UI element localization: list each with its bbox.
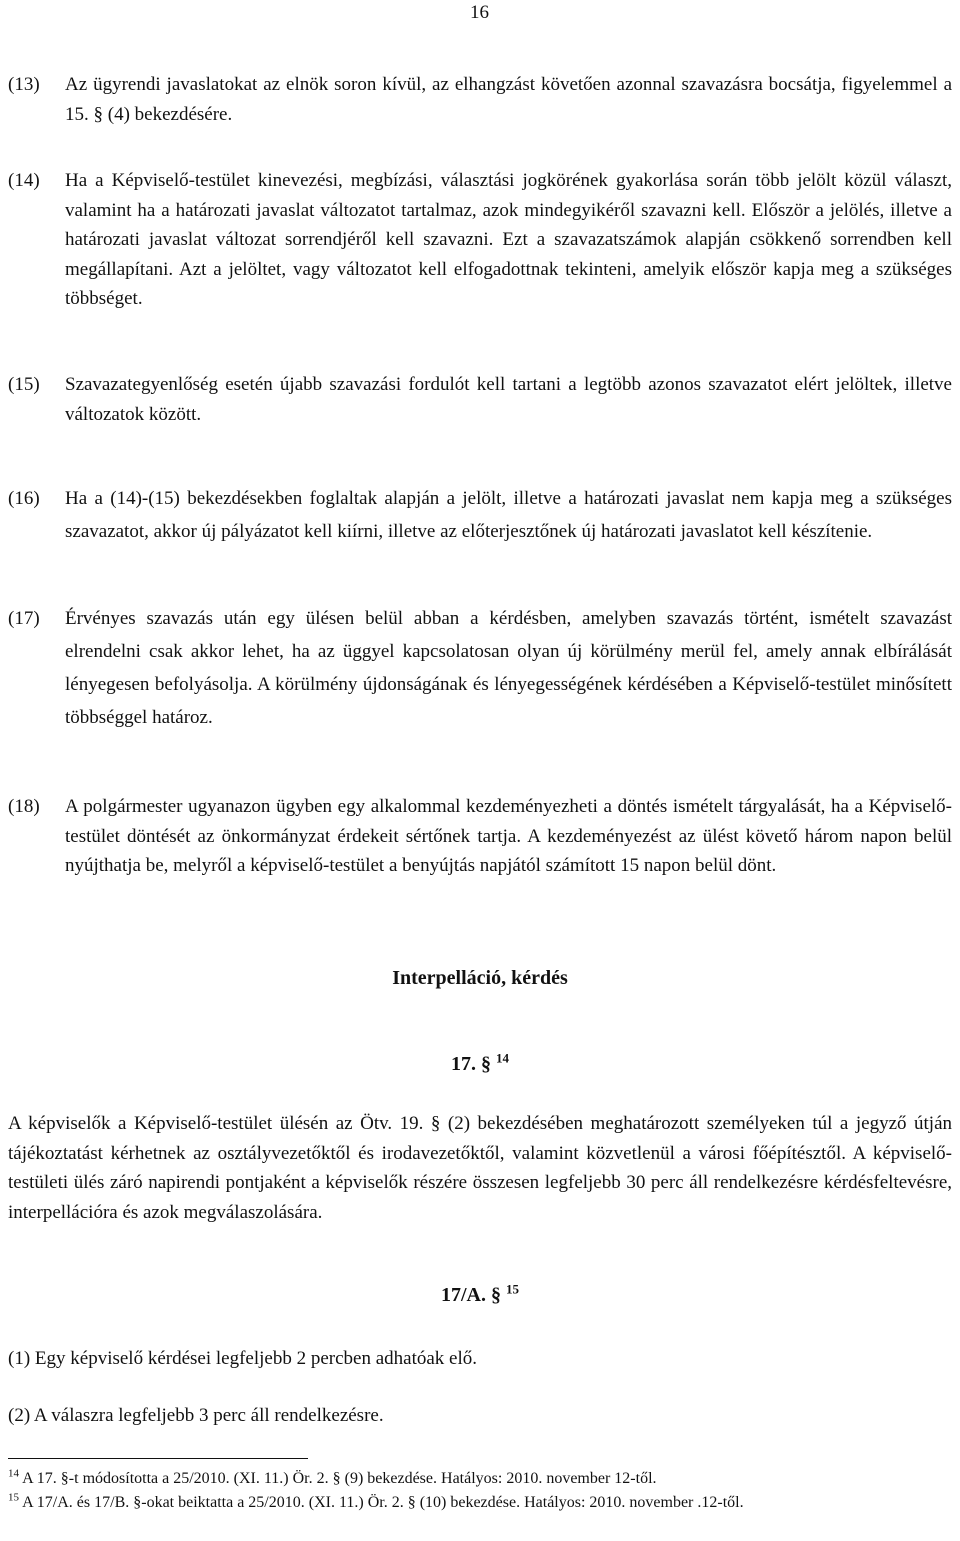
page-number: 16 — [470, 2, 489, 23]
item-number: (1) — [8, 1348, 31, 1369]
section-17a-item-1 — [8, 1344, 952, 1374]
footnote-ref-15: 15 — [506, 1281, 519, 1297]
section-title: Interpelláció, kérdés — [392, 967, 568, 989]
paragraph-15 — [8, 370, 952, 429]
section-17a-heading — [0, 1281, 960, 1307]
footnote-number: 15 — [8, 1491, 19, 1504]
paragraph-text: Az ügyrendi javaslatokat az elnök soron kívül, az elhangzást követően azonnal szavazásra bocsátja, figyelemmel a 15. § (4) bekezdésére. — [65, 74, 952, 125]
footnote-text: A 17. §-t módosította a 25/2010. (XI. 11.) Ör. 2. § (9) bekezdése. Hatályos: 2010. november 12-től. — [22, 1470, 657, 1487]
paragraph-17 — [8, 602, 952, 734]
section-17a-label: 17/A. § — [441, 1284, 501, 1306]
section-17-label: 17. § — [451, 1053, 491, 1075]
item-text: A válaszra legfeljebb 3 perc áll rendelkezésre. — [33, 1405, 384, 1426]
footnote-text: A 17/A. és 17/B. §-okat beiktatta a 25/2010. (XI. 11.) Ör. 2. § (10) bekezdése. Hatályos: 2010. november .12-től. — [22, 1494, 744, 1511]
item-number: (2) — [8, 1405, 31, 1426]
paragraph-16 — [8, 482, 952, 548]
paragraph-number: (15) — [8, 374, 40, 395]
footnote-14 — [8, 1468, 952, 1490]
paragraph-number: (14) — [8, 170, 40, 191]
paragraph-14 — [8, 166, 952, 314]
paragraph-number: (17) — [8, 608, 40, 629]
paragraph-text: Ha a Képviselő-testület kinevezési, megbízási, választási jogkörének gyakorlása során több jelölt közül választ, valamint ha a határozati javaslat változatot tartalmaz, azok mindegyikéről szavazni kell. Először a jelölés, illetve a határozati javaslat változat sorrendjéről kell szavazni. Ezt a szavazatszámok alapján csökkenő sorrendben kell megállapítani. Azt a jelöltet, vagy változatot kell elfogadottnak tekinteni, amelyik először kapja meg a szükséges többséget. — [65, 170, 952, 309]
paragraph-number: (18) — [8, 796, 40, 817]
paragraph-number: (13) — [8, 74, 40, 95]
footnote-number: 14 — [8, 1467, 19, 1480]
footnote-ref-14: 14 — [496, 1050, 509, 1066]
footnote-rule — [8, 1458, 308, 1459]
item-text: Egy képviselő kérdései legfeljebb 2 percben adhatóak elő. — [34, 1348, 478, 1369]
paragraph-number: (16) — [8, 488, 40, 509]
section-17-heading — [0, 1050, 960, 1076]
section-17-text: A képviselők a Képviselő-testület ülésén az Ötv. 19. § (2) bekezdésében meghatározott személyeken túl a jegyző útján tájékoztatást kérhetnek az osztályvezetőktől és irodavezetőktől, valamint közvetlenül a városi főépítésztől. A képviselő-testületi ülés záró napirendi pontjaként a képviselők részére összesen legfeljebb 30 perc áll rendelkezésre kérdésfeltevésre, interpellációra és azok megválaszolására. — [8, 1113, 952, 1223]
footnote-15 — [8, 1492, 952, 1514]
paragraph-text: A polgármester ugyanazon ügyben egy alkalommal kezdeményezheti a döntés ismételt tárgyalását, ha a Képviselő-testület döntését az önkormányzat érdekeit sértőnek tartja. A kezdeményezést az ülést követő három napon belül nyújthatja be, melyről a képviselő-testület a benyújtás napjától számított 15 napon belül dönt. — [65, 796, 952, 876]
paragraph-13 — [8, 70, 952, 129]
paragraph-text: Szavazategyenlőség esetén újabb szavazási fordulót kell tartani a legtöbb azonos szavazatot elért jelöltek, illetve változatok között. — [65, 374, 952, 425]
paragraph-text: Ha a (14)-(15) bekezdésekben foglaltak alapján a jelölt, illetve a határozati javaslat nem kapja meg a szükséges szavazatot, akkor új pályázatot kell kiírni, illetve az előterjesztőnek új határozati javaslatot kell készítenie. — [65, 488, 952, 542]
section-17a-item-2 — [8, 1401, 952, 1431]
paragraph-text: Érvényes szavazás után egy ülésen belül abban a kérdésben, amelyben szavazás történt, ismételt szavazást elrendelni csak akkor lehet, ha az üggyel kapcsolatosan olyan új körülmény merül fel, amely annak elbírálását lényegesen befolyásolja. A körülmény újdonságának és lényegességének kérdésében a Képviselő-testület minősített többséggel határoz. — [65, 608, 952, 728]
paragraph-18 — [8, 792, 952, 881]
